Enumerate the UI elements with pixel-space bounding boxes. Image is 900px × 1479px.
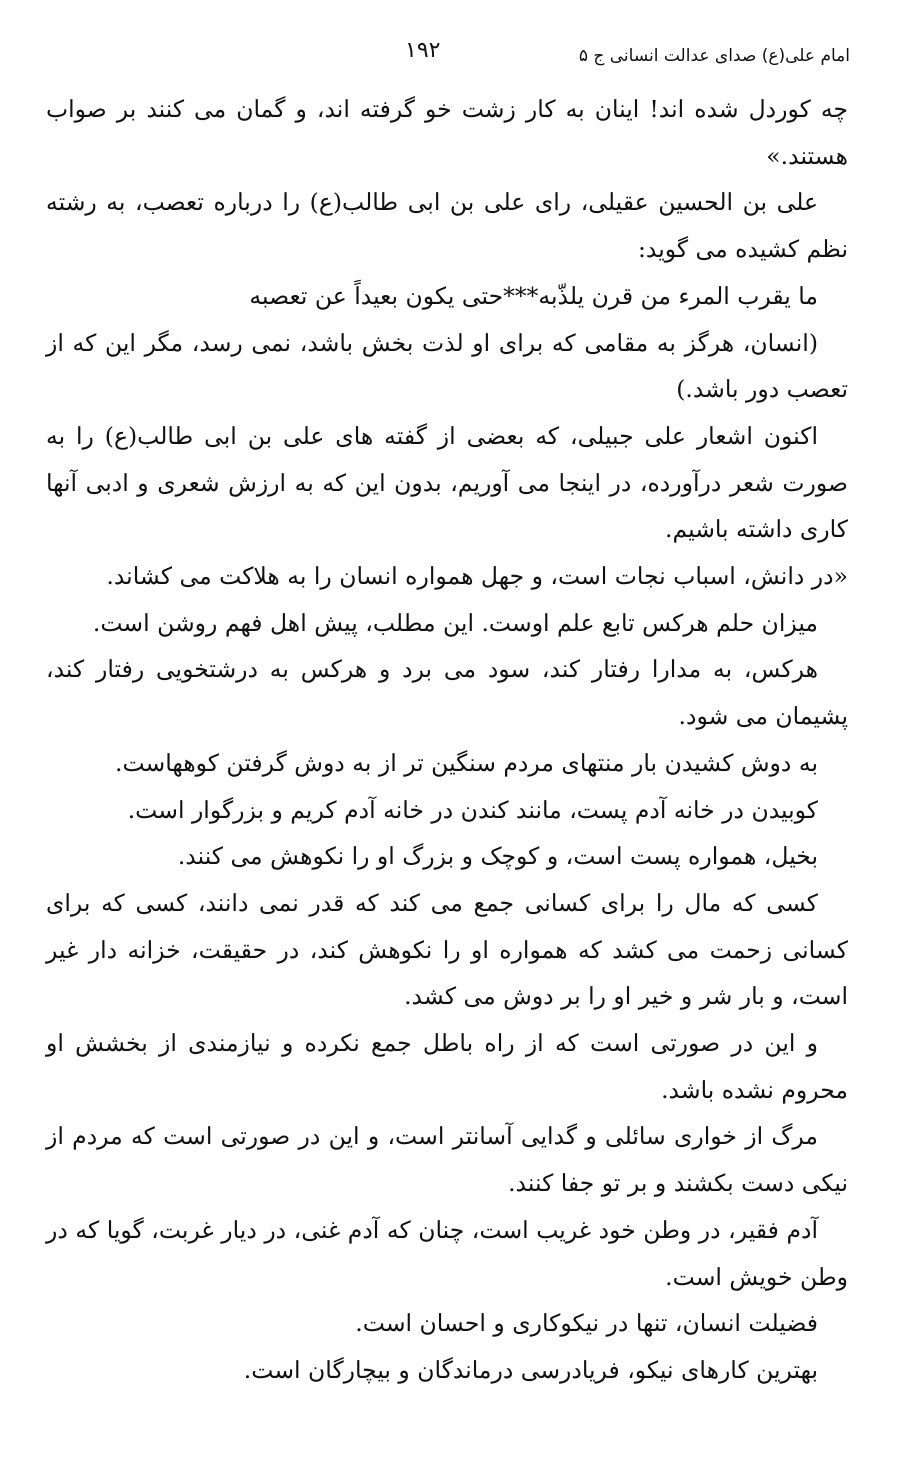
paragraph: (انسان، هرگز به مقامی که برای او لذت بخش باشد، نمی رسد، مگر این که از تعصب دور باشد.)	[46, 328, 848, 404]
running-title: امام علی(ع) صدای عدالت انسانی ج ۵	[578, 46, 850, 66]
page-number: ۱۹۲	[405, 38, 441, 63]
paragraph: میزان حلم هرکس تابع علم اوست. این مطلب، پیش اهل فهم روشن است.	[92, 608, 818, 637]
page-body	[46, 86, 848, 1394]
paragraph: هرکس، به مدارا رفتار کند، سود می برد و هرکس به درشتخویی رفتار کند، پشیمان می شود.	[46, 655, 848, 731]
paragraph: علی بن الحسین عقیلی، رای علی بن ابی طالب(ع) را درباره تعصب، به رشته نظم کشیده می گوید:	[46, 188, 848, 264]
paragraph: آدم فقیر، در وطن خود غریب است، چنان که آدم غنی، در دیار غربت، گویا که در وطن خویش است.	[46, 1215, 848, 1291]
paragraph: به دوش کشیدن بار منتهای مردم سنگین تر از به دوش گرفتن کوههاست.	[115, 748, 818, 777]
page-header	[0, 32, 900, 72]
paragraph: کسی که مال را برای کسانی جمع می کند که قدر نمی دانند، کسی که برای کسانی زحمت می کشد که همواره او را نکوهش کند، در حقیقت، خزانه دار غیر است، و بار شر و خیر او را بر دوش می کشد.	[46, 888, 848, 1011]
paragraph: بخیل، همواره پست است، و کوچک و بزرگ او را نکوهش می کنند.	[177, 842, 818, 871]
paragraph: چه کوردل شده اند! اینان به کار زشت خو گرفته اند، و گمان می کنند بر صواب هستند.»	[46, 95, 848, 170]
paragraph: و این در صورتی است که از راه باطل جمع نکرده و نیازمندی از بخشش او محروم نشده باشد.	[46, 1029, 848, 1104]
paragraph: کوبیدن در خانه آدم پست، مانند کندن در خانه آدم کریم و بزرگوار است.	[127, 795, 818, 824]
paragraph: اکنون اشعار علی جبیلی، که بعضی از گفته های علی بن ابی طالب(ع) را به صورت شعر درآورده، در اینجا می آوریم، بدون این که به ارزش شعری و ادبی آنها کاری داشته باشیم.	[46, 421, 848, 544]
paragraph: مرگ از خواری سائلی و گدایی آسانتر است، و این در صورتی است که مردم از نیکی دست بکشند و بر تو جفا کنند.	[46, 1122, 848, 1198]
verse-line: ما یقرب المرء من قرن یلذّبه***حتی یکون بعیداً عن تعصبه	[249, 281, 818, 310]
paragraph: بهترین کارهای نیکو، فریادرسی درماندگان و بیچارگان است.	[243, 1355, 818, 1384]
paragraph: «در دانش، اسباب نجات است، و جهل همواره انسان را به هلاکت می کشاند.	[106, 562, 848, 591]
paragraph: فضیلت انسان، تنها در نیکوکاری و احسان است.	[355, 1309, 818, 1338]
